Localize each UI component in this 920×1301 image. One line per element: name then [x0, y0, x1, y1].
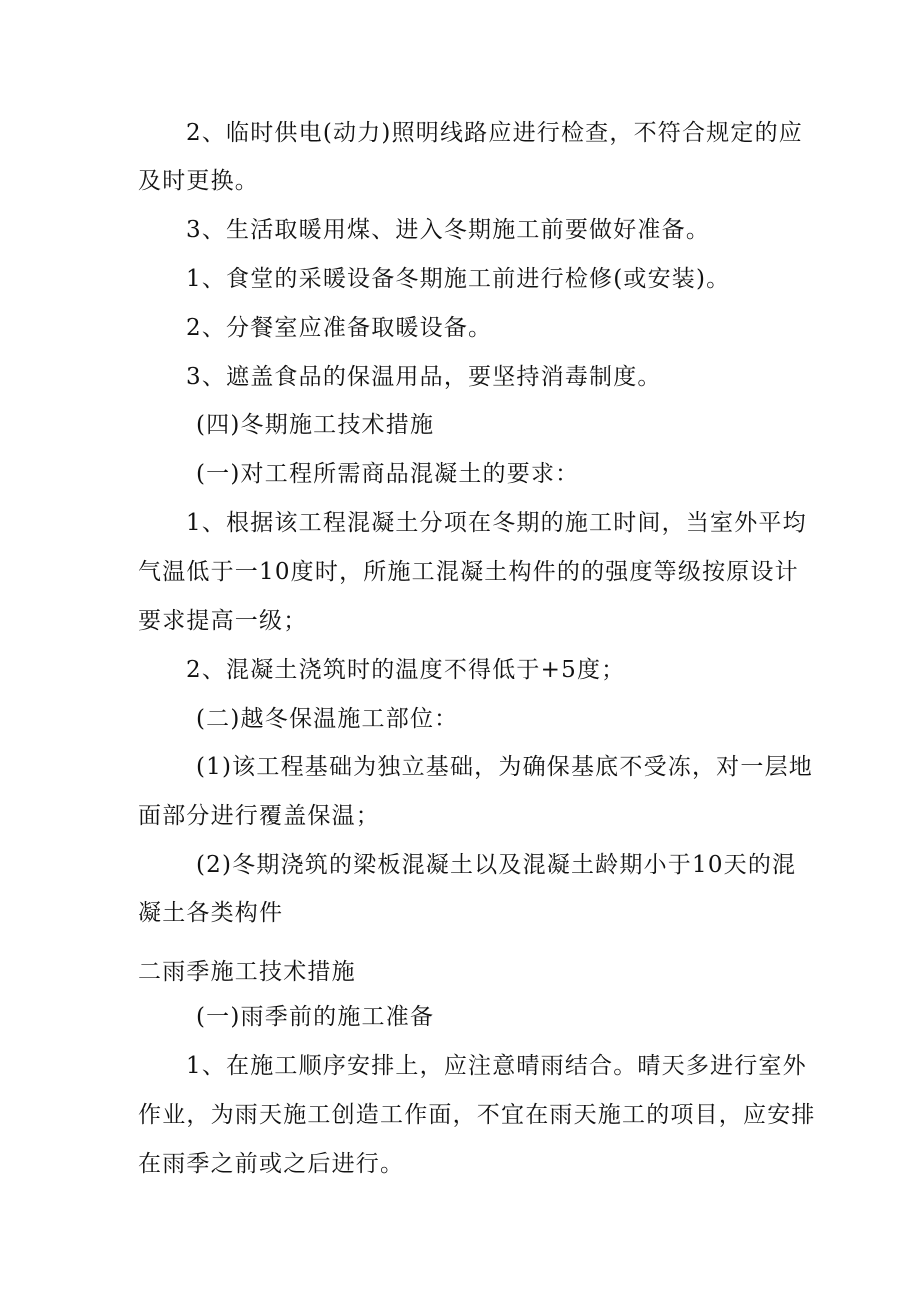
subsection-heading: (一)对工程所需商品混凝土的要求：: [196, 461, 580, 487]
section-heading: 二雨季施工技术措施: [138, 959, 356, 985]
paragraph-line: 要求提高一级；: [138, 608, 308, 634]
paragraph-line: 1、根据该工程混凝土分项在冬期的施工时间，当室外平均: [186, 510, 807, 536]
paragraph-line: 2、混凝土浇筑时的温度不得低于+5度；: [186, 657, 626, 683]
paragraph-line: 面部分进行覆盖保温；: [138, 803, 380, 829]
paragraph-line: 3、遮盖食品的保温用品，要坚持消毒制度。: [186, 364, 662, 390]
paragraph-line: 2、分餐室应准备取暖设备。: [186, 315, 493, 341]
subsection-heading: (一)雨季前的施工准备: [196, 1004, 435, 1030]
paragraph-line: 1、食堂的采暖设备冬期施工前进行检修(或安装)。: [186, 266, 731, 292]
section-heading: (四)冬期施工技术措施: [196, 412, 435, 438]
paragraph-line: (1)该工程基础为独立基础，为确保基底不受冻，对一层地: [196, 754, 813, 780]
paragraph-line: 气温低于一10度时，所施工混凝土构件的的强度等级按原设计: [138, 559, 799, 585]
paragraph-line: 在雨季之前或之后进行。: [138, 1151, 405, 1177]
paragraph-line: 2、临时供电(动力)照明线路应进行检查，不符合规定的应: [186, 120, 803, 146]
paragraph-line: (2)冬期浇筑的梁板混凝土以及混凝土龄期小于10天的混: [196, 852, 797, 878]
paragraph-line: 1、在施工顺序安排上，应注意晴雨结合。晴天多进行室外: [186, 1053, 807, 1079]
paragraph-line: 及时更换。: [138, 168, 259, 194]
paragraph-line: 作业，为雨天施工创造工作面，不宜在雨天施工的项目，应安排: [138, 1102, 816, 1128]
subsection-heading: (二)越冬保温施工部位：: [196, 706, 459, 732]
paragraph-line: 3、生活取暖用煤、进入冬期施工前要做好准备。: [186, 217, 711, 243]
paragraph-line: 凝土各类构件: [138, 900, 284, 926]
